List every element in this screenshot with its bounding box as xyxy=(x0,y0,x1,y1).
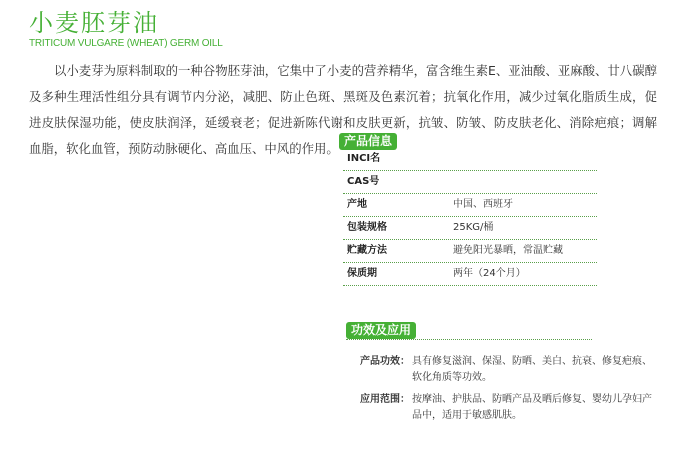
product-info-heading: 产品信息 xyxy=(339,133,397,150)
info-row-origin xyxy=(343,194,597,217)
latin-name: TRITICUM VULGARE (WHEAT) GERM OILL xyxy=(29,38,223,49)
effect-value: 按摩油、护肤品、防晒产品及晒后修复、婴幼儿孕妇产品中，适用于敏感肌肤。 xyxy=(412,394,652,421)
effect-row-efficacy xyxy=(360,354,660,386)
info-label: CAS号 xyxy=(347,176,380,187)
info-value: 中国、西班牙 xyxy=(453,199,513,210)
info-row-inci xyxy=(343,148,597,171)
info-value: 避免阳光暴晒，常温贮藏 xyxy=(453,245,563,256)
effect-row-applications xyxy=(360,392,660,424)
effects-heading: 功效及应用 xyxy=(346,322,416,339)
info-label: INCI名 xyxy=(347,153,381,164)
page-title: 小麦胚芽油 xyxy=(29,9,159,37)
effect-label: 产品功效： xyxy=(360,356,410,367)
info-label: 产地 xyxy=(347,199,367,210)
info-row-cas xyxy=(343,171,597,194)
info-value: 两年（24个月） xyxy=(453,268,526,279)
info-label: 保质期 xyxy=(347,268,377,279)
info-row-storage xyxy=(343,240,597,263)
info-value: 25KG/桶 xyxy=(453,222,494,233)
divider xyxy=(346,339,592,340)
info-row-shelf-life xyxy=(343,263,597,286)
effect-value: 具有修复滋润、保湿、防晒、美白、抗衰、修复疤痕、软化角质等功效。 xyxy=(412,356,652,383)
info-label: 贮藏方法 xyxy=(347,245,387,256)
intro-paragraph: 以小麦芽为原料制取的一种谷物胚芽油，它集中了小麦的营养精华，富含维生素E、亚油酸、亚麻酸、廿八碳醇及多种生理活性组分具有调节内分泌，减肥、防止色斑、黑斑及色素沉着；抗氧化作用，减少过氧化脂质生成，促进皮肤保湿功能，使皮肤润泽，延缓衰老；促进新陈代谢和皮肤更新，抗皱、防皱、防皮肤老化、消除疤痕；调解血脂，软化血管，预防动脉硬化、高血压、中风的作用。 xyxy=(29,63,657,156)
info-label: 包装规格 xyxy=(347,222,387,233)
info-row-packaging xyxy=(343,217,597,240)
effects-section xyxy=(360,354,660,430)
effect-label: 应用范围： xyxy=(360,394,410,405)
product-info-table xyxy=(343,148,597,286)
